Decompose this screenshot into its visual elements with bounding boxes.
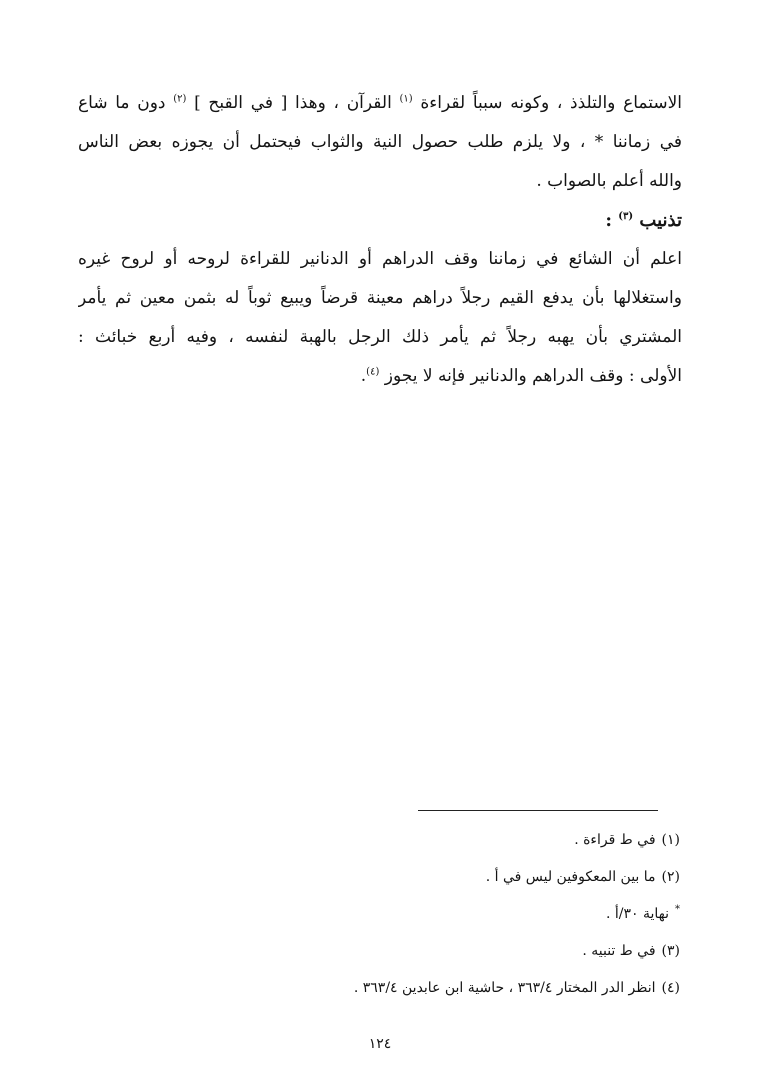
footnote-marker: (٣) bbox=[661, 943, 680, 959]
text-line-7 bbox=[78, 357, 682, 396]
heading-colon: : bbox=[605, 210, 613, 231]
footnote-4 bbox=[200, 970, 680, 1007]
footnote-2 bbox=[200, 859, 680, 896]
text-line-6: المشتري بأن يهبه رجلاً ثم يأمر ذلك الرجل بالهبة لنفسه ، وفيه أربع خبائث : bbox=[78, 327, 682, 347]
footnote-text: في ط قراءة . bbox=[574, 832, 656, 848]
text-line-5: واستغلالها بأن يدفع القيم رجلاً دراهم معينة قرضاً ويبيع ثوباً له بثمن معين ثم يأمر bbox=[78, 288, 682, 308]
footnote-ref-4: (٤) bbox=[366, 366, 380, 378]
text-line-4: اعلم أن الشائع في زماننا وقف الدراهم أو الدنانير للقراءة لروحه أو لروح غيره bbox=[78, 249, 682, 269]
text-line-1 bbox=[78, 84, 682, 123]
main-text bbox=[78, 84, 682, 396]
page-number: ١٢٤ bbox=[368, 1036, 392, 1052]
footnote-3 bbox=[200, 933, 680, 970]
line7-period: . bbox=[360, 366, 367, 386]
footnote-text: انظر الدر المختار ٣٦٣/٤ ، حاشية ابن عابدين ٣٦٣/٤ . bbox=[353, 980, 656, 996]
line1-part2: القرآن ، وهذا [ في القبح ] bbox=[194, 93, 392, 113]
section-heading bbox=[78, 201, 682, 240]
footnote-ref-2: (٢) bbox=[173, 93, 187, 105]
line7-text: الأولى : وقف الدراهم والدنانير فإنه لا يجوز bbox=[384, 366, 682, 386]
footnote-text: نهاية ٣٠/أ . bbox=[605, 906, 669, 922]
footnote-marker: (٤) bbox=[661, 980, 680, 996]
footnote-1 bbox=[200, 822, 680, 859]
footnote-star: *نهاية ٣٠/أ . bbox=[605, 904, 680, 922]
footnote-marker: (٢) bbox=[661, 869, 680, 885]
text-line-3: والله أعلم بالصواب . bbox=[536, 171, 682, 191]
text-line-2: في زماننا * ، ولا يلزم طلب حصول النية والثواب فيحتمل أن يجوزه بعض الناس bbox=[78, 132, 682, 152]
footnote-text: في ط تنبيه . bbox=[582, 943, 656, 959]
footnote-marker: (١) bbox=[661, 832, 680, 848]
line1-part3: دون ما شاع bbox=[78, 93, 166, 113]
line1-part1: الاستماع والتلذذ ، وكونه سبباً لقراءة bbox=[420, 93, 682, 113]
footnote-ref-1: (١) bbox=[399, 93, 413, 105]
footnote-text: ما بين المعكوفين ليس في أ . bbox=[485, 869, 656, 885]
heading-title: تذنيب bbox=[639, 210, 682, 231]
footnote-separator bbox=[418, 810, 658, 811]
footnote-ref-3: (٣) bbox=[618, 211, 634, 222]
footnotes bbox=[200, 822, 680, 1007]
